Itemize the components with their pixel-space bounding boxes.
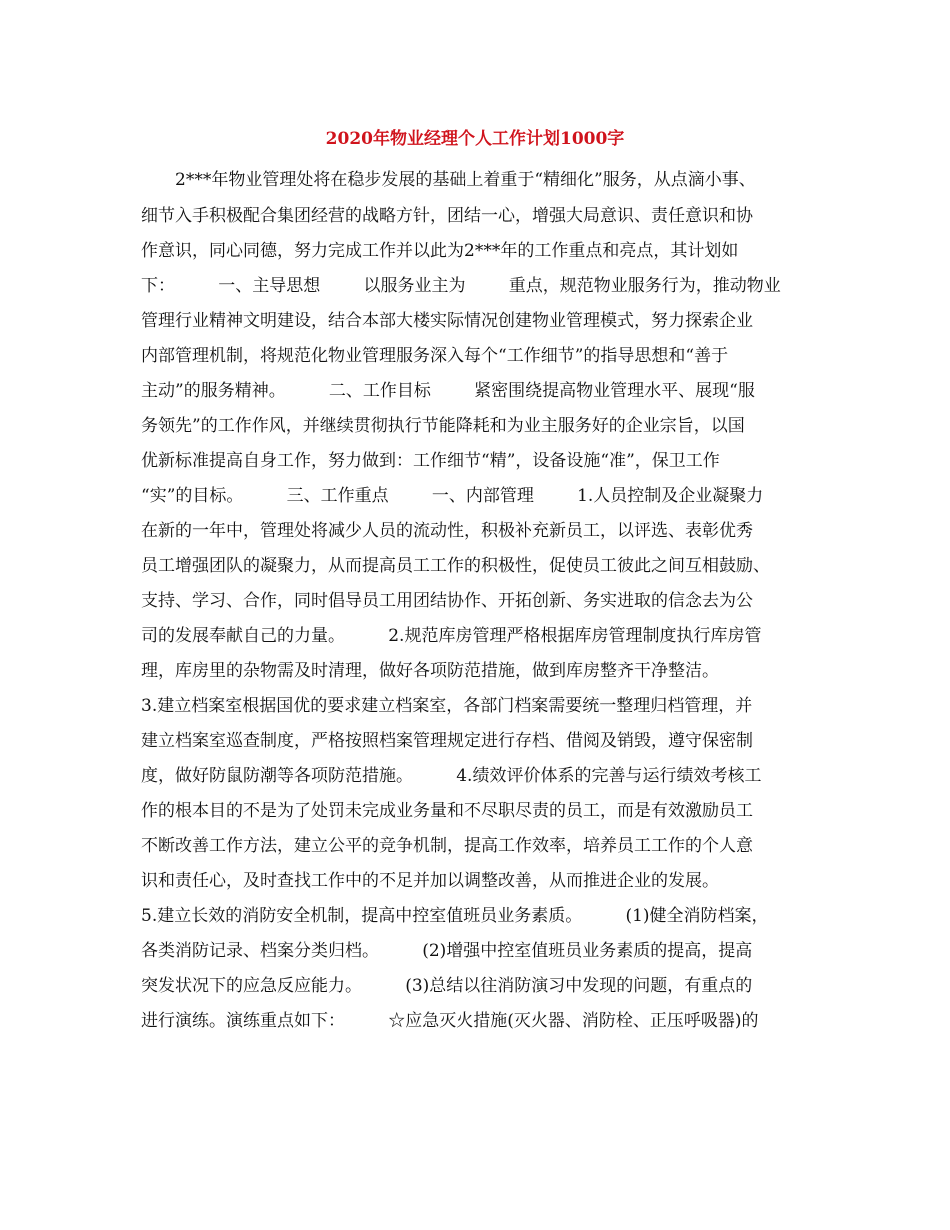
paragraph-line: 务领先”的工作作风，并继续贯彻执行节能降耗和为业主服务好的企业宗旨，以国 (141, 416, 745, 436)
paragraph-line: 进行演练。演练重点如下： ☆应急灭火措施(灭火器、消防栓、正压呼吸器)的 (141, 1011, 759, 1031)
paragraph-line: “实”的目标。 三、工作重点 一、内部管理 1.人员控制及企业凝聚力 (141, 486, 764, 506)
paragraph-line: 优新标准提高自身工作，努力做到：工作细节“精”，设备设施“准”，保卫工作 (141, 451, 720, 471)
paragraph-line: 识和责任心，及时查找工作中的不足并加以调整改善，从而推进企业的发展。 (141, 871, 719, 891)
paragraph-line: 内部管理机制，将规范化物业管理服务深入每个“工作细节”的指导思想和“善于 (141, 346, 729, 366)
paragraph-line: 员工增强团队的凝聚力，从而提高员工工作的积极性，促使员工彼此之间互相鼓励、 (141, 556, 770, 576)
paragraph-line: 支持、学习、合作，同时倡导员工用团结协作、开拓创新、务实进取的信念去为公 (141, 591, 753, 611)
paragraph-line: 2***年物业管理处将在稳步发展的基础上着重于“精细化”服务，从点滴小事、 (175, 170, 756, 190)
paragraph-line: 3.建立档案室根据国优的要求建立档案室，各部门档案需要统一整理归档管理，并 (141, 696, 753, 716)
paragraph-line: 建立档案室巡查制度，严格按照档案管理规定进行存档、借阅及销毁，遵守保密制 (141, 731, 753, 751)
paragraph-line: 5.建立长效的消防安全机制，提高中控室值班员业务素质。 (1)健全消防档案， (141, 906, 769, 926)
paragraph-line: 各类消防记录、档案分类归档。 (2)增强中控室值班员业务素质的提高，提高 (141, 941, 753, 961)
paragraph-line: 细节入手积极配合集团经营的战略方针，团结一心，增强大局意识、责任意识和协 (141, 206, 753, 226)
paragraph-line: 在新的一年中，管理处将减少人员的流动性，积极补充新员工，以评选、表彰优秀 (141, 521, 753, 541)
paragraph-line: 度，做好防鼠防潮等各项防范措施。 4.绩效评价体系的完善与运行绩效考核工 (141, 766, 762, 786)
paragraph-line: 不断改善工作方法，建立公平的竞争机制，提高工作效率，培养员工工作的个人意 (141, 836, 753, 856)
paragraph-line: 司的发展奉献自己的力量。 2.规范库房管理严格根据库房管理制度执行库房管 (141, 626, 762, 646)
paragraph-line: 突发状况下的应急反应能力。 (3)总结以往消防演习中发现的问题，有重点的 (141, 976, 753, 996)
paragraph-line: 下： 一、主导思想 以服务业主为 重点，规范物业服务行为，推动物业 (141, 276, 781, 296)
paragraph-line: 作意识，同心同德，努力完成工作并以此为2***年的工作重点和亮点，其计划如 (141, 241, 739, 261)
paragraph-line: 理，库房里的杂物需及时清理，做好各项防范措施，做到库房整齐干净整洁。 (141, 661, 719, 681)
paragraph-line: 作的根本目的不是为了处罚未完成业务量和不尽职尽责的员工，而是有效激励员工 (141, 801, 753, 821)
paragraph-line: 主动”的服务精神。 二、工作目标 紧密围绕提高物业管理水平、展现“服 (141, 381, 755, 401)
document-title: 2020年物业经理个人工作计划1000字 (325, 129, 625, 149)
paragraph-line: 管理行业精神文明建设，结合本部大楼实际情况创建物业管理模式，努力探索企业 (141, 311, 753, 331)
